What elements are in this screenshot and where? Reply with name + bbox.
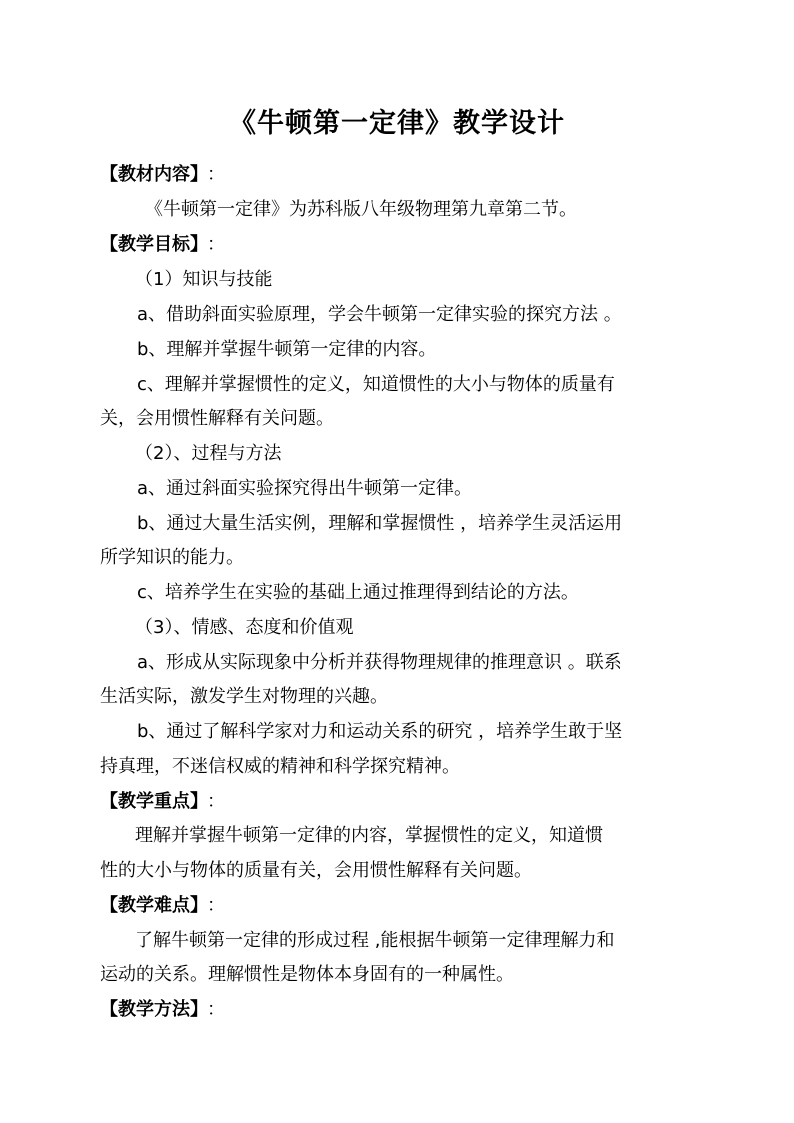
section-heading-methods — [100, 997, 700, 1023]
heading-text: 【教学目标】 — [100, 234, 199, 255]
heading-colon: ： — [207, 999, 225, 1020]
heading-colon: ： — [207, 791, 225, 812]
key-points-text-continued: 性的大小与物体的质量有关，会用惯性解释有关问题。 — [100, 860, 532, 881]
heading-colon: ： — [207, 895, 225, 916]
objective-item-continued: 所学知识的能力。 — [100, 547, 244, 568]
section-heading-key-points — [100, 789, 700, 815]
objective-item: c、理解并掌握惯性的定义，知道惯性的大小与物体的质量有 — [137, 374, 615, 395]
objective-item: c、培养学生在实验的基础上通过推理得到结论的方法。 — [137, 582, 579, 603]
heading-colon: ： — [207, 164, 225, 185]
section-heading-objectives — [100, 232, 700, 258]
key-points-text: 理解并掌握牛顿第一定律的内容，掌握惯性的定义，知道惯 — [135, 825, 603, 846]
objective-item: a、形成从实际现象中分析并获得物理规律的推理意识 。联系 — [137, 652, 622, 673]
objective-item: b、理解并掌握牛顿第一定律的内容。 — [137, 339, 437, 360]
section-heading-difficulties — [100, 893, 700, 919]
heading-text: 【教学重点】 — [100, 791, 199, 812]
materials-text: 《牛顿第一定律》为苏科版八年级物理第九章第二节。 — [145, 199, 577, 220]
objective-item-continued: 生活实际，激发学生对物理的兴趣。 — [100, 686, 388, 707]
objective-item-continued: 关，会用惯性解释有关问题。 — [100, 408, 334, 429]
objective-item: a、借助斜面实验原理，学会牛顿第一定律实验的探究方法 。 — [137, 304, 622, 325]
heading-text: 【教学难点】 — [100, 895, 199, 916]
objective-sub-knowledge: （1）知识与技能 — [135, 269, 273, 290]
objective-item: b、通过大量生活实例，理解和掌握惯性 ，培养学生灵活运用 — [137, 513, 623, 534]
difficulties-text-continued: 运动的关系。理解惯性是物体本身固有的一种属性。 — [100, 964, 514, 985]
heading-text: 【教材内容】 — [100, 164, 199, 185]
objective-item: a、通过斜面实验探究得出牛顿第一定律。 — [137, 478, 473, 499]
objective-item: b、通过了解科学家对力和运动关系的研究 ，培养学生敢于坚 — [137, 721, 623, 742]
heading-text: 【教学方法】 — [100, 999, 199, 1020]
objective-item-continued: 持真理，不迷信权威的精神和科学探究精神。 — [100, 756, 460, 777]
objective-sub-attitude: （3）、情感、态度和价值观 — [135, 617, 354, 638]
objective-sub-process: （2）、过程与方法 — [135, 443, 282, 464]
section-heading-materials — [100, 162, 700, 188]
heading-colon: ： — [207, 234, 225, 255]
difficulties-text: 了解牛顿第一定律的形成过程 ,能根据牛顿第一定律理解力和 — [135, 930, 615, 951]
document-title: 《牛顿第一定律》教学设计 — [229, 108, 565, 139]
